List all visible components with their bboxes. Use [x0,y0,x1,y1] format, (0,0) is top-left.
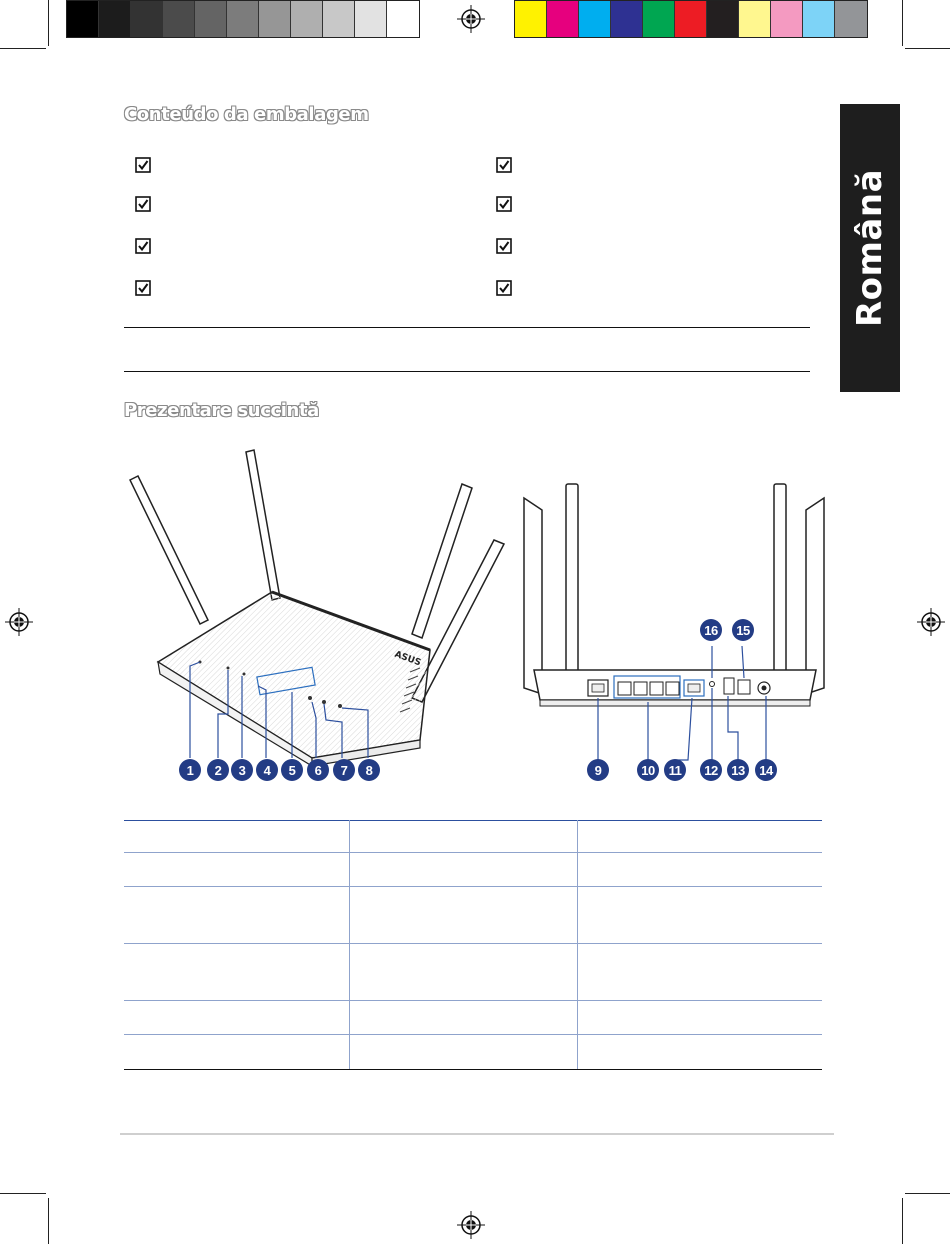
footer-rule [120,1133,834,1135]
callout-14: 14 [755,759,777,781]
gray-swatch [227,1,259,37]
router-brand-logo: ASUS [393,649,423,669]
router-front-illustration [120,440,510,770]
color-swatch [739,1,771,37]
checkbox-checked-icon [496,196,512,212]
gray-swatch [195,1,227,37]
table-rule [124,1034,822,1035]
registration-mark-icon [456,1210,486,1240]
color-swatch [515,1,547,37]
callout-1: 1 [179,759,201,781]
callout-11: 11 [664,759,686,781]
callout-5: 5 [281,759,303,781]
color-swatch [579,1,611,37]
overview-heading: Prezentare succintă [124,400,319,421]
color-calibration-bar [514,0,868,38]
crop-mark [905,1193,950,1194]
gray-swatch [99,1,131,37]
table-rule [124,852,822,853]
callout-16: 16 [700,619,722,641]
crop-mark [902,1198,903,1244]
table-column-divider [349,820,350,1069]
crop-mark [905,48,950,49]
gray-swatch [355,1,387,37]
checkbox-checked-icon [496,157,512,173]
callout-13: 13 [727,759,749,781]
color-swatch [771,1,803,37]
router-back-illustration [520,470,830,770]
registration-mark-icon [916,607,946,637]
checkbox-checked-icon [135,280,151,296]
checkbox-checked-icon [496,280,512,296]
gray-swatch [387,1,419,37]
package-contents-heading: Conteúdo da embalagem [124,104,369,125]
color-swatch [835,1,867,37]
table-rule [124,1000,822,1001]
crop-mark [48,1198,49,1244]
checkbox-checked-icon [135,196,151,212]
gray-swatch [67,1,99,37]
color-swatch [675,1,707,37]
table-rule [124,943,822,944]
callout-12: 12 [700,759,722,781]
checkbox-checked-icon [135,157,151,173]
crop-mark [48,0,49,46]
gray-swatch [291,1,323,37]
language-side-tab [840,104,900,392]
color-swatch [547,1,579,37]
table-rule [124,886,822,887]
divider [124,371,810,372]
callout-2: 2 [207,759,229,781]
color-swatch [611,1,643,37]
registration-mark-icon [4,607,34,637]
callout-9: 9 [587,759,609,781]
callout-15: 15 [732,619,754,641]
divider [124,327,810,328]
checkbox-checked-icon [135,238,151,254]
callout-6: 6 [307,759,329,781]
table-column-divider [577,820,578,1069]
grayscale-calibration-bar [66,0,420,38]
color-swatch [643,1,675,37]
gray-swatch [131,1,163,37]
color-swatch [707,1,739,37]
registration-mark-icon [456,4,486,34]
color-swatch [803,1,835,37]
crop-mark [902,0,903,46]
callout-8: 8 [358,759,380,781]
gray-swatch [163,1,195,37]
callout-7: 7 [333,759,355,781]
checkbox-checked-icon [496,238,512,254]
callout-10: 10 [637,759,659,781]
gray-swatch [259,1,291,37]
table-rule [124,820,822,821]
language-label: Română [850,168,890,328]
callout-4: 4 [256,759,278,781]
crop-mark [0,1193,46,1194]
crop-mark [0,48,46,49]
gray-swatch [323,1,355,37]
table-rule [124,1069,822,1070]
callout-3: 3 [231,759,253,781]
